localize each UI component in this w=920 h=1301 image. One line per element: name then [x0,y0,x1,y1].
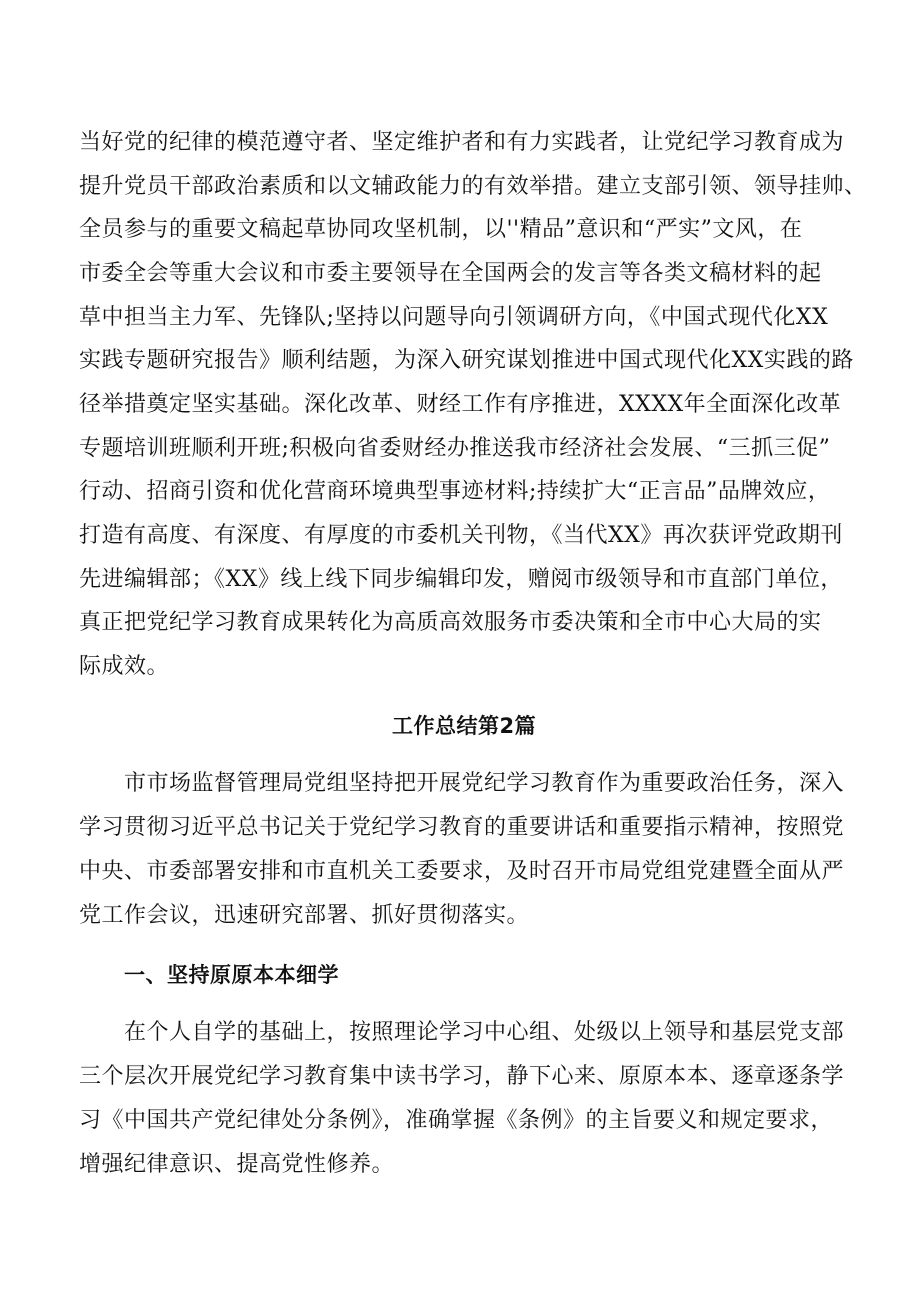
paragraph-1-line: 先进编辑部；《XX》线上线下同步编辑印发，赠阅市级领导和市直部门单位， [79,567,843,592]
paragraph-3-line: 习《中国共产党纪律处分条例》，准确掌握《条例》的主旨要义和规定要求， [79,1108,834,1133]
paragraph-1-line: 真正把党纪学习教育成果转化为高质高效服务市委决策和全市中心大局的实 [79,610,822,635]
paragraph-1-line: 草中担当主力军、先锋队;坚持以问题导向引领调研方向，《中国式现代化XX [79,305,829,330]
paragraph-1-line: 市委全会等重大会议和市委主要领导在全国两会的发言等各类文稿材料的起 [79,261,822,286]
paragraph-2-line: 党工作会议，迅速研究部署、抓好贯彻落实。 [79,903,530,928]
paragraph-1-line: 当好党的纪律的模范遵守者、坚定维护者和有力实践者，让党纪学习教育成为 [79,130,845,155]
paragraph-1-line: 专题培训班顺利开班;积极向省委财经办推送我市经济社会发展、“三抓三促” [79,436,831,461]
paragraph-1-line: 实践专题研究报告》顺利结题，为深入研究谋划推进中国式现代化XX实践的路 [79,348,854,373]
subheading: 一、坚持原原本本细学 [124,963,339,987]
paragraph-1-line: 行动、招商引资和优化营商环境典型事迹材料;持续扩大“正言品”品牌效应， [79,479,831,504]
paragraph-1-line: 际成效。 [79,654,170,679]
paragraph-2-line: 中央、市委部署安排和市直机关工委要求，及时召开市局党组党建暨全面从严 [79,859,845,884]
paragraph-1-line: 全员参与的重要文稿起草协同攻坚机制，以''精品”意识和“严实”文风，在 [79,217,803,242]
paragraph-2-line: 学习贯彻习近平总书记关于党纪学习教育的重要讲话和重要指示精神，按照党 [79,815,845,840]
paragraph-3-line: 三个层次开展党纪学习教育集中读书学习，静下心来、原原本本、逐章逐条学 [79,1064,845,1089]
paragraph-1-line: 提升党员干部政治素质和以文辅政能力的有效举措。建立支部引领、领导挂帅、 [79,174,867,199]
paragraph-1-line: 打造有高度、有深度、有厚度的市委机关刊物，《当代XX》再次获评党政期刊 [79,523,843,548]
paragraph-2-line: 市市场监督管理局党组坚持把开展党纪学习教育作为重要政治任务，深入 [124,771,845,796]
section-title: 工作总结第2篇 [392,714,537,738]
paragraph-3-line: 增强纪律意识、提高党性修养。 [79,1152,395,1177]
paragraph-3-line: 在个人自学的基础上，按照理论学习中心组、处级以上领导和基层党支部 [124,1020,845,1045]
paragraph-1-line: 径举措奠定坚实基础。深化改革、财经工作有序推进，XXXX年全面深化改革 [79,392,842,417]
